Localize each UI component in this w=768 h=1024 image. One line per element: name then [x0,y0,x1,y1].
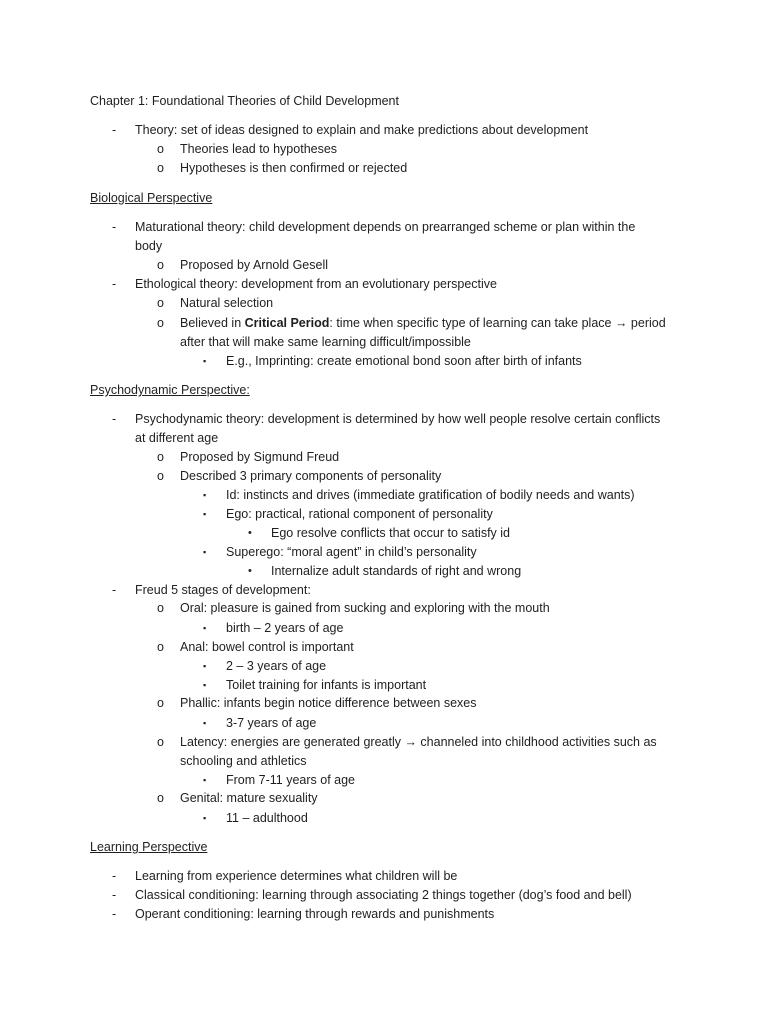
list-item: Operant conditioning: learning through rewards and punishments [135,907,495,921]
circle-bullet: o [157,735,164,749]
circle-bullet: o [157,640,164,654]
dot-bullet: • [248,527,252,539]
circle-bullet: o [157,469,164,483]
dash-bullet: - [112,907,117,921]
dash-bullet: - [112,123,117,137]
list-item: Maturational theory: child development depends on prearranged scheme or plan within the [135,220,636,234]
list-item: Freud 5 stages of development: [135,583,311,597]
list-item: Toilet training for infants is important [226,678,427,692]
list-item: 3-7 years of age [226,716,317,730]
square-bullet: ▪ [203,547,207,557]
text-run: period [627,316,666,330]
circle-bullet: o [157,296,164,310]
list-item-continuation: at different age [135,431,219,445]
section-heading: Biological Perspective [90,191,213,205]
list-item: Anal: bowel control is important [180,640,354,654]
dash-bullet: - [112,888,117,902]
list-item: Phallic: infants begin notice difference between sexes [180,696,477,710]
section-heading: Psychodynamic Perspective: [90,383,250,397]
dash-bullet: - [112,220,117,234]
dash-bullet: - [112,583,117,597]
list-item-continuation: schooling and athletics [180,754,307,768]
square-bullet: ▪ [203,509,207,519]
list-item: Genital: mature sexuality [180,791,318,805]
arrow-right-icon: → [404,735,417,749]
square-bullet: ▪ [203,356,207,366]
list-item: From 7-11 years of age [226,773,355,787]
dot-bullet: • [248,565,252,577]
arrow-right-icon: → [614,316,628,330]
list-item: Described 3 primary components of personality [180,469,442,483]
circle-bullet: o [157,601,164,615]
list-item-critical-period [180,316,666,331]
critical-period-term: Critical Period [244,316,330,330]
list-item: Internalize adult standards of right and wrong [271,564,522,578]
list-item: Oral: pleasure is gained from sucking and exploring with the mouth [180,601,550,615]
list-item: Hypotheses is then confirmed or rejected [180,161,408,175]
dash-bullet: - [112,869,117,883]
list-item: 2 – 3 years of age [226,659,327,673]
list-item: Natural selection [180,296,274,310]
section-heading: Learning Perspective [90,840,208,854]
circle-bullet: o [157,316,164,330]
square-bullet: ▪ [203,623,207,633]
circle-bullet: o [157,258,164,272]
square-bullet: ▪ [203,661,207,671]
list-item: Ego resolve conflicts that occur to satisfy id [271,526,510,540]
dash-bullet: - [112,277,117,291]
square-bullet: ▪ [203,718,207,728]
list-item: Superego: “moral agent” in child’s personality [226,545,477,559]
square-bullet: ▪ [203,680,207,690]
list-item-continuation: body [135,239,163,253]
text-run: : time when specific type of learning can take place [329,316,615,330]
square-bullet: ▪ [203,775,207,785]
list-item: 11 – adulthood [226,811,308,825]
circle-bullet: o [157,696,164,710]
list-item: Classical conditioning: learning through associating 2 things together (dog’s food and bell) [135,888,632,902]
list-item-latency [180,735,657,750]
list-item: Theory: set of ideas designed to explain and make predictions about development [135,123,589,137]
circle-bullet: o [157,142,164,156]
list-item: Proposed by Arnold Gesell [180,258,329,272]
list-item: Proposed by Sigmund Freud [180,450,340,464]
list-item: E.g., Imprinting: create emotional bond soon after birth of infants [226,354,582,368]
list-item: Ego: practical, rational component of personality [226,507,493,521]
list-item: Theories lead to hypotheses [180,142,338,156]
list-item: Psychodynamic theory: development is determined by how well people resolve certain conflicts [135,412,661,426]
list-item: Id: instincts and drives (immediate gratification of bodily needs and wants) [226,488,635,502]
text-run: Latency: energies are generated greatly [180,735,405,749]
list-item: Ethological theory: development from an evolutionary perspective [135,277,498,291]
dash-bullet: - [112,412,117,426]
square-bullet: ▪ [203,813,207,823]
chapter-title: Chapter 1: Foundational Theories of Child Development [90,94,399,108]
circle-bullet: o [157,450,164,464]
text-run: channeled into childhood activities such as [416,735,657,749]
circle-bullet: o [157,161,164,175]
text-run: Believed in [180,316,245,330]
circle-bullet: o [157,791,164,805]
list-item: birth – 2 years of age [226,621,344,635]
square-bullet: ▪ [203,490,207,500]
list-item: Learning from experience determines what children will be [135,869,458,883]
list-item-continuation: after that will make same learning difficult/impossible [180,335,471,349]
